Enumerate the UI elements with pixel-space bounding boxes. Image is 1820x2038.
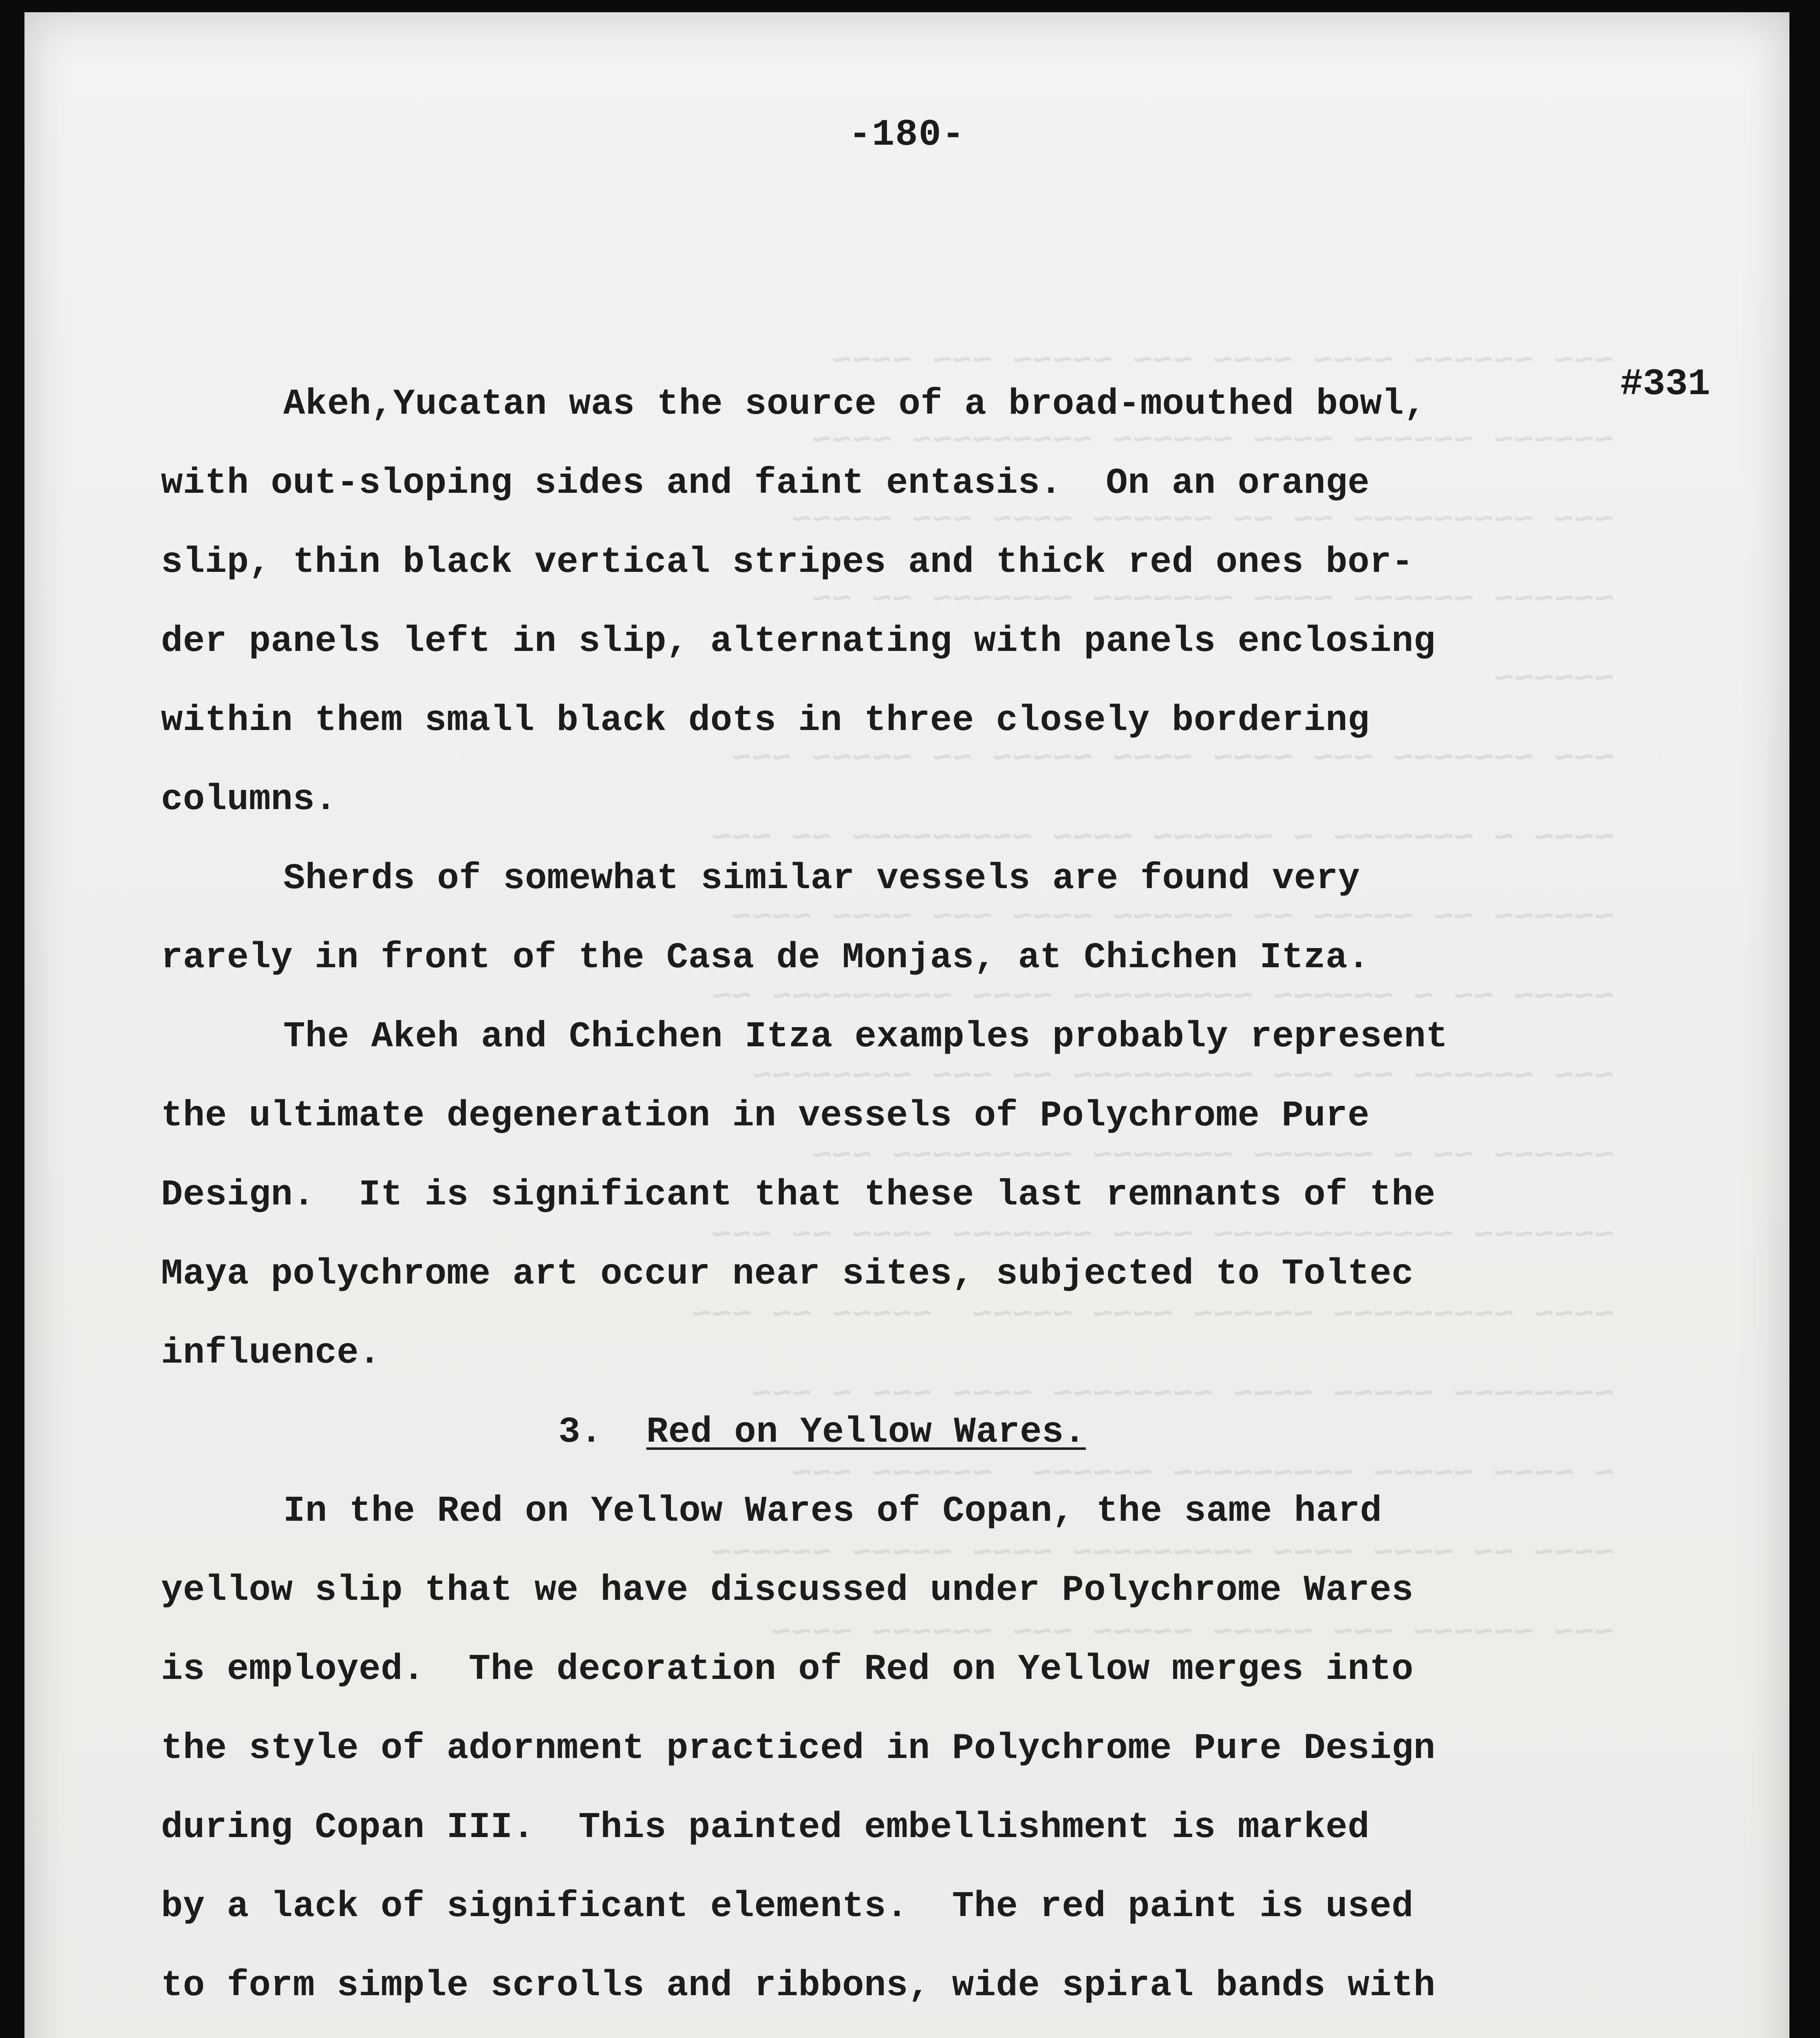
show-through-bleed: ~~~ ~~~~~~ ~~~~ ~~~~ ~~~ ~~~~~ ~~~ ~~~~ ~~~~~~ ~~~~~~ ~~~~ ~~~~~~ ~~~~~~~~~ ~~~~ ~~~ ~~~~~~~~~ ~~ ~~ ~~~~~~ ~~~~ ~~~ ~~~~~ ~~~~~~ ~~~~~~ ~~~~ ~~~~~~~ ~~~~~~~ ~~ ~~ ~~~~~~ ~~~ ~~~~~~~ ~~~ ~~~~ ~~~~ ~~~~~ ~~ ~~~~~ ~~~ ~~~~ ~ ~~~~~~~ ~ ~~~~~~ ~~~~ ~~~~~~~~~ ~~ ~~~ ~~~~~~ ~~ ~~~~~ ~~ ~~~~~~ ~~~~ ~~~ ~~~~ ~~~~ ~~~~~ ~~ ~ ~~~~~~ ~~~~~~~~~ ~~~~ ~~~~~~~~~ ~~ ~~~ ~~~~~~ ~~ ~~~ ~~~~~~~~~ ~~ ~~~ ~~~~~~~~ ~~~~~~ ~~ ~ ~~~~~~ ~~~~~~~ ~~~~~~~~~ ~~~ ~~~~~~~ ~~~~~~~~~~~~ ~~~~ ~~~~~~~ ~~~~ ~~ ~~~ ~~~~ ~~~~~~~~~ ~~~~~~ ~~~~ ~~~~~ ~~~~~ ~~ ~~~ ~~~~~~~~ ~~~~~ ~~~~ ~~~~~~~~ ~~~~ ~~~ ~ ~~~ ~ ~~~~ ~~~~~ ~~~~~~~~~ ~~~~~~ ~~~~~~ ~~~ ~~~~ ~~ ~~~~ ~~~~ ~~~~~~~~~ ~~~~ ~~~~~ ~~~~~~ ~~~ ~~~~~~ ~~~ ~~~~~ ~~~~~ ~~~ ~~~~~~ ~~~~ [691,343,1614,1652]
page-number: -180- [848,113,966,156]
text-line: Maya polychrome art occur near sites, subjected to Toltec [161,1253,1414,1295]
text-line: The Akeh and Chichen Itza examples probably represent [283,1016,1448,1057]
section-title: Red on Yellow Wares. [646,1412,1086,1453]
text-line: influence. [161,1332,381,1374]
paragraph-akeh-bowl [161,365,1596,839]
text-line: slip, thin black vertical stripes and thick red ones bor- [161,542,1414,583]
text-line: rarely in front of the Casa de Monjas, at Chichen Itza. [161,937,1370,978]
body-text [161,365,1596,2038]
paragraph-red-on-yellow [161,1472,1596,2038]
text-line: with out-sloping sides and faint entasis. On an orange [161,463,1370,504]
text-line: der panels left in slip, alternating with panels enclosing [161,621,1436,662]
text-line: to form simple scrolls and ribbons, wide spiral bands with [161,1965,1436,2006]
text-line: is employed. The decoration of Red on Yellow merges into [161,1649,1414,1690]
text-line: In the Red on Yellow Wares of Copan, the same hard [283,1491,1382,1532]
text-line: by a lack of significant elements. The red paint is used [161,1886,1414,1927]
text-line: the ultimate degeneration in vessels of Polychrome Pure [161,1095,1370,1136]
section-number: 3. [558,1412,602,1453]
catalogue-reference: #331 [1620,363,1710,406]
text-line: Design. It is significant that these last remnants of the [161,1174,1436,1215]
text-line: Sherds of somewhat similar vessels are found very [283,858,1360,899]
text-line: columns. [161,779,337,820]
paragraph-sherds [161,839,1596,997]
text-line: the style of adornment practiced in Polychrome Pure Design [161,1728,1436,1769]
text-line: during Copan III. This painted embellishment is marked [161,1807,1370,1848]
text-line [161,2025,1596,2038]
text-line: yellow slip that we have discussed under Polychrome Wares [161,1570,1414,1611]
text-line: Akeh,Yucatan was the source of a broad-mouthed bowl, [283,384,1426,425]
typewritten-page [24,12,1789,2038]
paragraph-degeneration [161,997,1596,1393]
section-heading [161,1393,1596,1472]
text-line: within them small black dots in three closely bordering [161,700,1370,741]
